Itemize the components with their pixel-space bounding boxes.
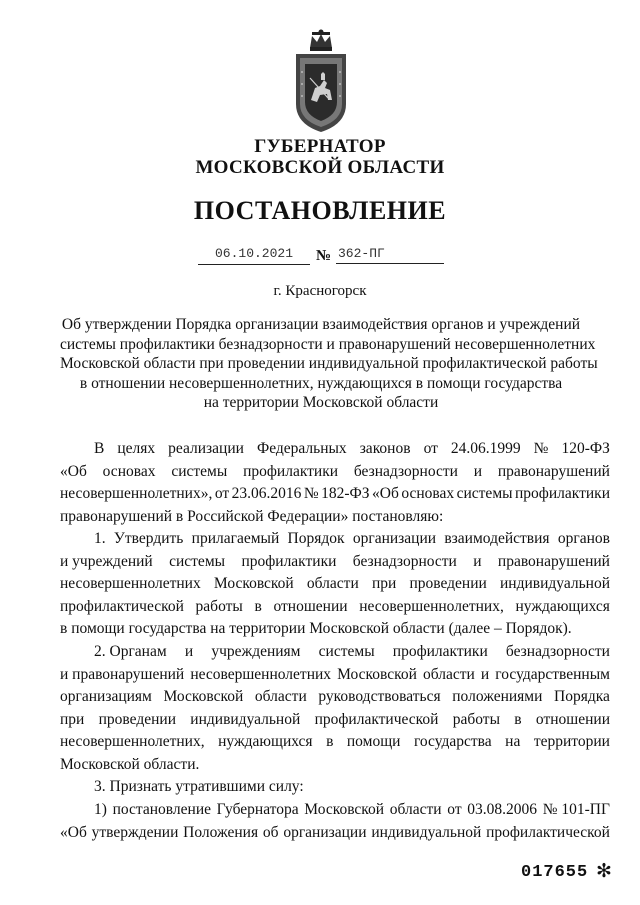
text-line bbox=[60, 641, 610, 664]
word: индивидуальной bbox=[371, 823, 482, 841]
word: «Об bbox=[60, 823, 87, 841]
word: 23.06.2016 bbox=[231, 485, 302, 503]
text-line bbox=[60, 686, 610, 709]
word: системы bbox=[171, 462, 228, 480]
word: прилагаемый bbox=[191, 530, 280, 547]
word: целях bbox=[117, 440, 156, 457]
word: области bbox=[306, 575, 359, 593]
word: руководствоваться bbox=[318, 688, 441, 706]
text-line: 3. Признать утратившими силу: bbox=[94, 778, 304, 795]
issuer-title-line2: МОСКОВСКОЙ ОБЛАСТИ bbox=[195, 157, 445, 178]
word: утверждении bbox=[91, 823, 179, 841]
coat-of-arms-emblem bbox=[290, 28, 352, 136]
word: Положения bbox=[183, 823, 259, 841]
word: несовершеннолетних bbox=[190, 665, 332, 683]
word: безнадзорности bbox=[352, 552, 457, 570]
text-line bbox=[60, 528, 610, 551]
word: от bbox=[423, 440, 438, 457]
word: в bbox=[326, 733, 334, 751]
word: Утвердить bbox=[113, 530, 184, 547]
word: профилактической bbox=[314, 710, 439, 728]
word: работы bbox=[195, 597, 243, 615]
word: области bbox=[389, 801, 442, 818]
word: от bbox=[214, 485, 230, 503]
word: безнадзорности bbox=[505, 643, 610, 660]
text-line bbox=[60, 731, 610, 754]
word: и bbox=[480, 665, 490, 683]
word: профилактической bbox=[60, 597, 184, 615]
word: профилактики bbox=[243, 462, 339, 480]
text-line bbox=[60, 664, 610, 687]
word: несовершеннолетних, bbox=[359, 597, 504, 615]
word: 120-ФЗ bbox=[561, 440, 610, 457]
word: системы bbox=[456, 485, 513, 503]
word: и bbox=[473, 552, 482, 570]
word: помощи bbox=[346, 733, 401, 751]
word: и bbox=[184, 643, 194, 660]
word: Московской bbox=[304, 801, 385, 818]
word: «Об bbox=[60, 462, 87, 480]
word: взаимодействия bbox=[444, 530, 550, 547]
text-line bbox=[60, 799, 610, 822]
word: 24.06.1999 bbox=[450, 440, 521, 457]
word: индивидуальной bbox=[500, 575, 610, 593]
clause-3-1-paragraph bbox=[60, 799, 610, 844]
text-line bbox=[60, 573, 610, 596]
word: законов bbox=[359, 440, 411, 457]
text-line: Московской области. bbox=[60, 755, 200, 773]
word: отношении bbox=[273, 597, 348, 615]
word: 1) bbox=[94, 801, 107, 818]
word: Московской bbox=[163, 688, 244, 706]
word: области bbox=[254, 688, 307, 706]
text-line bbox=[60, 438, 610, 461]
text-line bbox=[60, 709, 610, 732]
clause-1-paragraph bbox=[60, 528, 610, 641]
subject-line: системы профилактики безнадзорности и правонарушений несовершеннолетних bbox=[60, 335, 596, 353]
word: В bbox=[94, 440, 105, 457]
word: № 101-ПГ bbox=[542, 801, 610, 818]
document-type-title: ПОСТАНОВЛЕНИЕ bbox=[193, 196, 447, 225]
word: от bbox=[447, 801, 462, 818]
word: положениями bbox=[452, 688, 543, 706]
subject-line: Об утверждении Порядка организации взаимодействия органов и учреждений bbox=[61, 316, 581, 333]
word: 182-ФЗ bbox=[321, 485, 370, 503]
word: несовершеннолетних, bbox=[60, 733, 205, 751]
word: территории bbox=[533, 733, 610, 751]
text-line bbox=[60, 596, 610, 619]
word: при bbox=[371, 575, 397, 593]
form-serial-number: 017655 bbox=[521, 863, 589, 882]
word: несовершеннолетних bbox=[60, 575, 201, 593]
word: безнадзорности bbox=[353, 462, 458, 480]
word: проведении bbox=[98, 710, 176, 728]
word: на bbox=[505, 733, 521, 751]
subject-line: в отношении несовершеннолетних, нуждающихся в помощи государства bbox=[79, 374, 563, 392]
word: Московской bbox=[213, 575, 294, 593]
text-line: правонарушений в Российской Федерации» постановляю: bbox=[60, 507, 444, 525]
word: нуждающихся bbox=[218, 733, 313, 751]
word: «Об bbox=[372, 485, 399, 503]
word: в bbox=[254, 597, 262, 615]
word: № bbox=[533, 440, 549, 457]
word: 03.08.2006 bbox=[467, 801, 538, 818]
text-line: в помощи государства на территории Московской области (далее – Порядок). bbox=[60, 620, 572, 638]
star-mark-icon: ✻ bbox=[596, 860, 612, 882]
word: отношении bbox=[535, 710, 610, 728]
issuer-title-line1: ГУБЕРНАТОР bbox=[254, 136, 386, 157]
word: основах bbox=[401, 485, 455, 503]
document-subject bbox=[60, 315, 598, 413]
word: проведении bbox=[409, 575, 487, 593]
word: учреждениям bbox=[211, 643, 301, 660]
word: профилактической bbox=[486, 823, 610, 841]
subject-line: на территории Московской области bbox=[203, 394, 439, 411]
word: основах bbox=[102, 462, 156, 480]
word: правонарушений bbox=[497, 552, 610, 570]
text-line bbox=[60, 822, 610, 845]
preamble-paragraph bbox=[60, 438, 610, 528]
word: организации bbox=[352, 530, 437, 547]
word: системы bbox=[318, 643, 375, 660]
word: государственным bbox=[495, 665, 610, 683]
subject-line: Московской области при проведении индивидуальной профилактической работы bbox=[60, 355, 598, 372]
clause-3-paragraph bbox=[60, 776, 610, 799]
word: и bbox=[473, 462, 483, 480]
word: организациям bbox=[60, 688, 152, 706]
word: профилактики bbox=[241, 552, 337, 570]
word: 1. bbox=[94, 530, 106, 547]
word: системы bbox=[169, 552, 226, 570]
word: организации bbox=[283, 823, 367, 841]
word: реализации bbox=[168, 440, 244, 457]
word: правонарушений bbox=[497, 462, 610, 480]
word: 2. Органам bbox=[94, 643, 167, 660]
word: в bbox=[514, 710, 522, 728]
word: области bbox=[423, 665, 475, 683]
text-line bbox=[60, 483, 610, 506]
document-date: 06.10.2021 bbox=[198, 246, 310, 265]
word: нуждающихся bbox=[515, 597, 610, 615]
document-number: 362-ПГ bbox=[336, 246, 444, 264]
city-of-issue: г. Красногорск bbox=[273, 283, 367, 299]
number-sign: № bbox=[316, 248, 332, 264]
word: Губернатора bbox=[216, 801, 299, 818]
word: работы bbox=[452, 710, 500, 728]
word: и правонарушений bbox=[60, 665, 185, 683]
word: индивидуальной bbox=[190, 710, 301, 728]
word: и учреждений bbox=[60, 552, 153, 570]
text-line bbox=[60, 551, 610, 574]
word: государства bbox=[413, 733, 492, 751]
word: Московской bbox=[337, 665, 417, 683]
word: органов bbox=[557, 530, 610, 547]
word: Порядка bbox=[554, 688, 610, 706]
text-line bbox=[60, 461, 610, 484]
word: профилактики bbox=[392, 643, 488, 660]
clause-2-paragraph bbox=[60, 641, 610, 777]
word: постановление bbox=[112, 801, 211, 818]
word: несовершеннолетних», bbox=[60, 485, 213, 503]
word: при bbox=[60, 710, 85, 728]
word: Порядок bbox=[287, 530, 345, 547]
word: профилактики bbox=[515, 485, 610, 503]
word: об bbox=[262, 823, 279, 841]
word: № bbox=[303, 485, 319, 503]
date-number-line bbox=[0, 246, 640, 268]
word: Федеральных bbox=[256, 440, 347, 457]
